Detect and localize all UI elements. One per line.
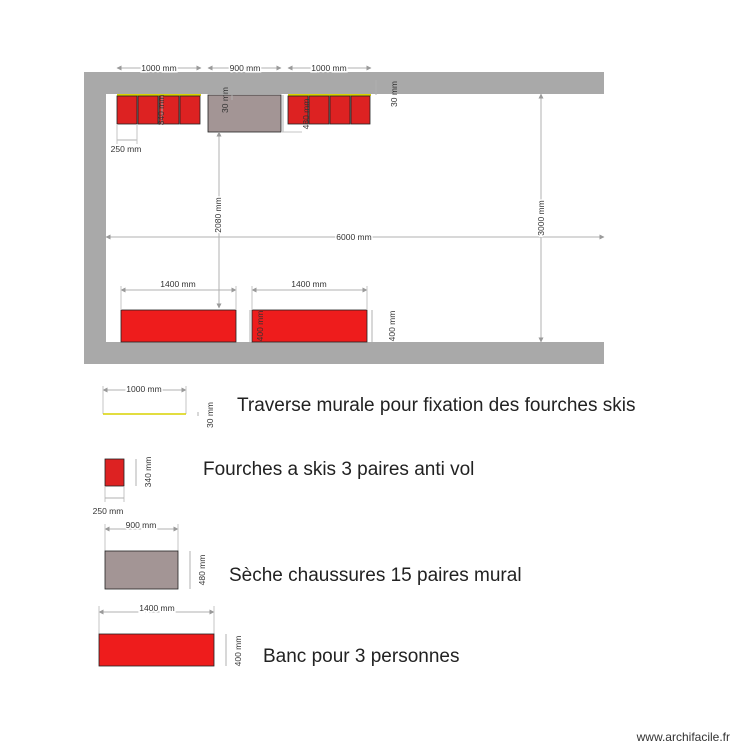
legend bbox=[93, 384, 636, 667]
bench-left bbox=[121, 310, 236, 342]
legend-item-rail bbox=[103, 384, 635, 428]
ski-fork bbox=[351, 96, 370, 124]
dim-fork-height: 340 mm bbox=[156, 94, 166, 126]
dim-dryer-height: 480 mm bbox=[301, 98, 311, 130]
dim-rail-thickness-left: 30 mm bbox=[220, 87, 230, 113]
legend-dryer-label: Sèche chaussures 15 paires mural bbox=[229, 565, 522, 586]
legend-item-bench bbox=[99, 603, 459, 667]
legend-rail-width: 1000 mm bbox=[126, 384, 162, 394]
legend-bench-width: 1400 mm bbox=[139, 603, 175, 613]
watermark: www.archifacile.fr bbox=[636, 730, 730, 744]
legend-fork-height: 340 mm bbox=[143, 456, 153, 488]
legend-bench-swatch bbox=[99, 634, 214, 666]
legend-item-dryer bbox=[105, 520, 522, 589]
dim-fork-width: 250 mm bbox=[110, 144, 142, 154]
legend-rail-label: Traverse murale pour fixation des fourches skis bbox=[237, 395, 636, 416]
ski-fork bbox=[138, 96, 158, 124]
legend-fork-swatch bbox=[105, 459, 124, 486]
boot-dryer bbox=[208, 95, 281, 132]
dim-bench-right-width: 1400 mm bbox=[291, 279, 327, 289]
benches bbox=[121, 310, 367, 342]
dim-room-length: 6000 mm bbox=[336, 232, 372, 242]
dim-top-right-width: 1000 mm bbox=[311, 63, 347, 73]
legend-item-fork bbox=[93, 457, 475, 516]
legend-fork-label: Fourches a skis 3 paires anti vol bbox=[203, 459, 475, 480]
legend-rail-height: 30 mm bbox=[205, 402, 215, 428]
dim-top-left-width: 1000 mm bbox=[141, 63, 177, 73]
legend-dryer-height: 480 mm bbox=[197, 554, 207, 586]
legend-bench-height: 400 mm bbox=[233, 635, 243, 667]
dim-room-depth: 3000 mm bbox=[536, 200, 546, 236]
dim-clearance: 2080 mm bbox=[213, 197, 223, 233]
ski-fork bbox=[309, 96, 329, 124]
dim-bench-right-depth: 400 mm bbox=[387, 310, 397, 342]
bench-right bbox=[252, 310, 367, 342]
ski-fork bbox=[330, 96, 350, 124]
legend-fork-width: 250 mm bbox=[92, 506, 124, 516]
legend-bench-label: Banc pour 3 personnes bbox=[263, 646, 460, 667]
dim-bench-left-width: 1400 mm bbox=[160, 279, 196, 289]
legend-dryer-width: 900 mm bbox=[125, 520, 157, 530]
legend-dryer-swatch bbox=[105, 551, 178, 589]
dim-top-middle-width: 900 mm bbox=[229, 63, 261, 73]
ski-fork bbox=[180, 96, 200, 124]
dim-bench-left-depth: 400 mm bbox=[255, 310, 265, 342]
dim-rail-thickness-right: 30 mm bbox=[389, 81, 399, 107]
ski-fork bbox=[117, 96, 137, 124]
